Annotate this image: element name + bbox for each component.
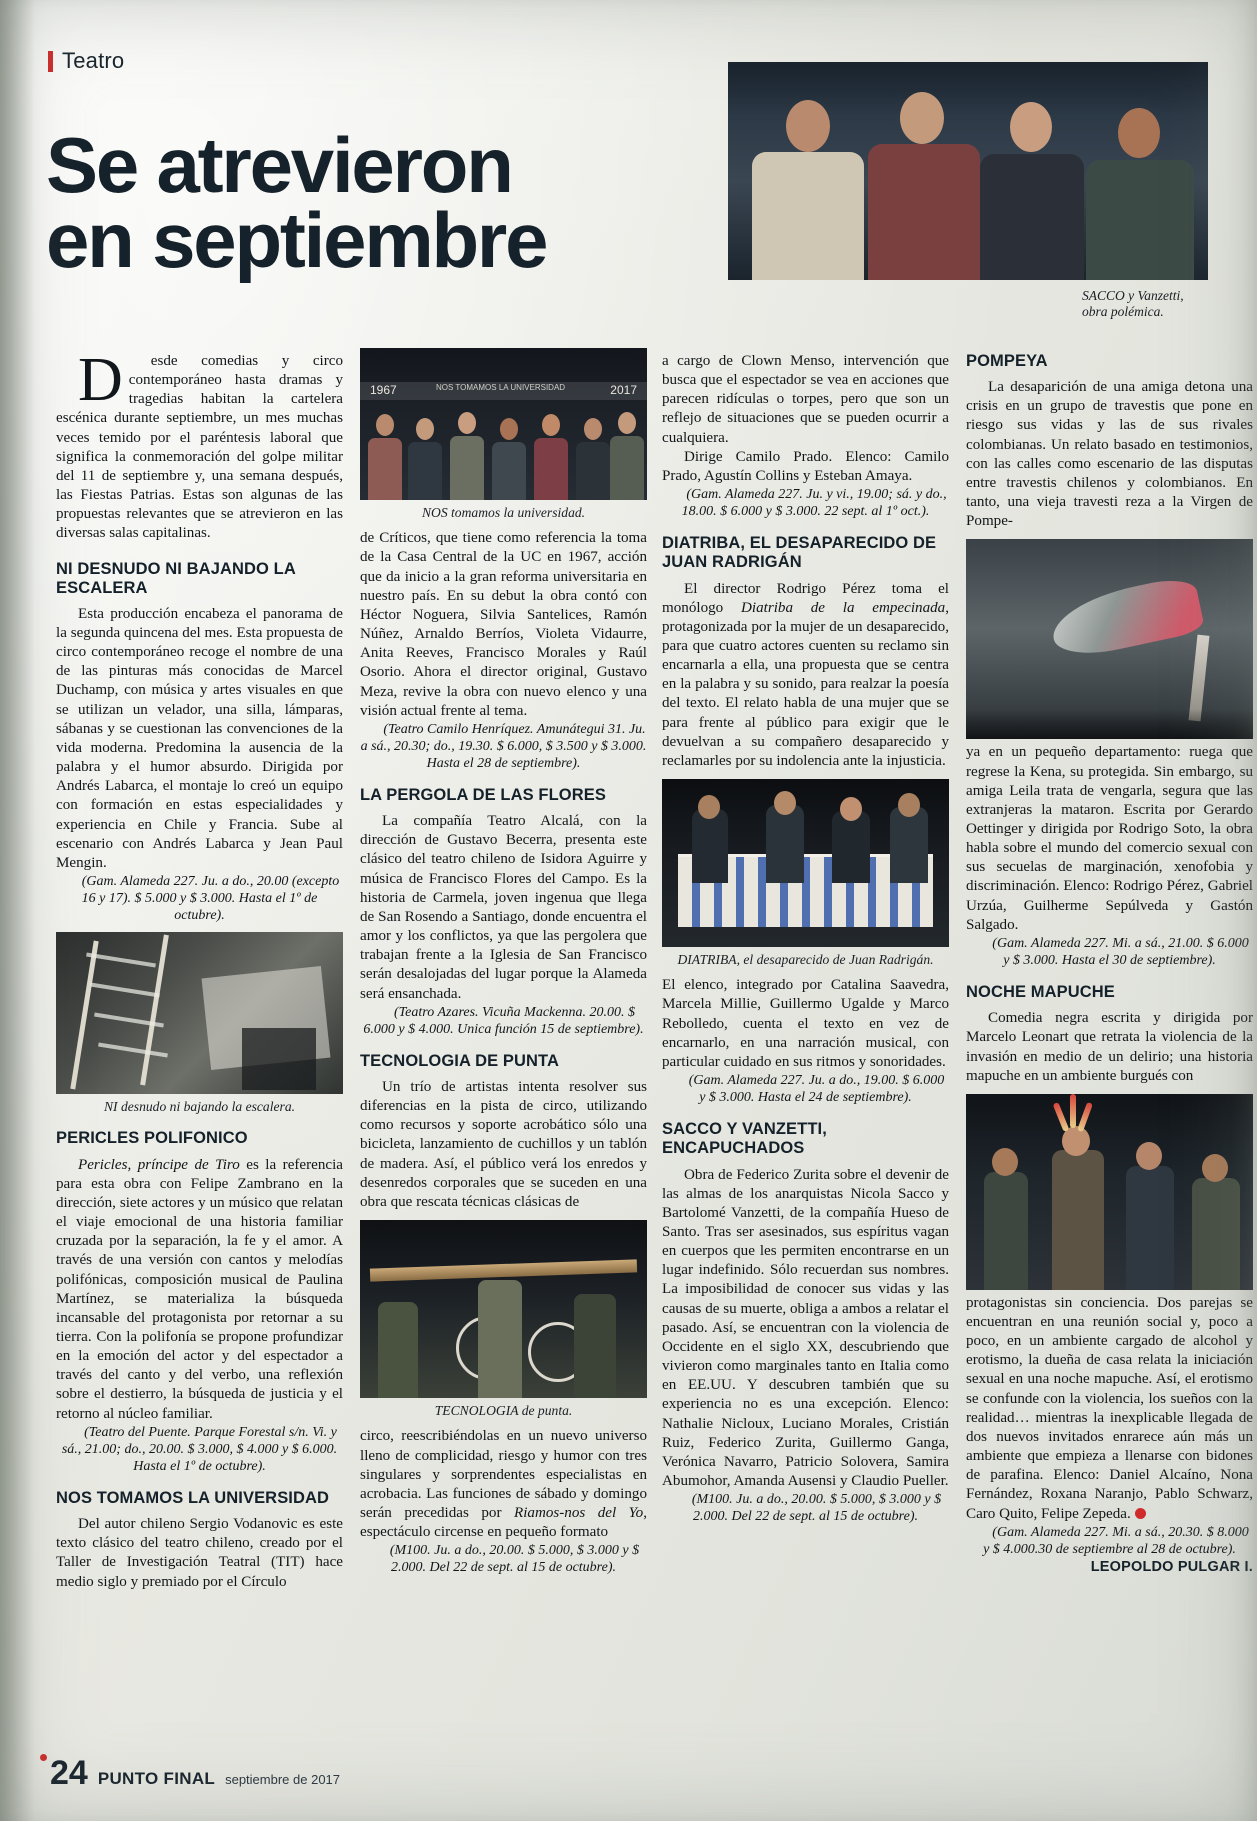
section-credits-noche-mapuche: (Gam. Alameda 227. Mi. a sá., 20.30. $ 8.000 y $ 4.000.30 de septiembre al 28 de octubre). [983,1524,1249,1557]
noche-mapuche-cont-text: protagonistas sin conciencia. Dos parejas se encuentran en una reunión social y, poco a poco, en un ambiente cargado de alcohol y erotismo, la dueña de casa relata la iniciación sexual en una noche mapuche. Así, el erotismo se confunde con la violencia, los sueños con la realidad… mientras la inexplicable llegada de dos nuevos invitados enrarece aún más un ambiente que empieza a llenarse con bidones de parafina. Elenco: Daniel Alcaíno, Nona Fernández, Roxana Naranjo, Pablo Schwarz, Caro Quito, Felipe Zepeda. [966,1294,1253,1522]
diatriba-a: El director Rodrigo Pérez toma el monólogo [662,580,949,616]
section-credits-sacco: (M100. Ju. a do., 20.00. $ 5.000, $ 3.000 y $ 2.000. Del 22 de sept. al 15 de octubre). [691,1492,942,1525]
banner-year-left: 1967 [370,383,397,397]
tecnologia-cont-a: circo, reescribiéndolas en un nuevo universo lleno de complicidad, riesgo y humor con tres singulares y sorprendentes especialistas en acrobacia. Las funciones de sábado y domingo serán precedidas por [360,1428,647,1521]
banner-text: NOS TOMAMOS LA UNIVERSIDAD [436,383,566,392]
headline-line-2: en septiembre [46,196,547,285]
photo-universidad [360,348,647,500]
photo-pompeya-shoe [966,539,1253,739]
section-heading-noche-mapuche: NOCHE MAPUCHE [966,983,1115,1002]
wooden-plank [370,1259,637,1281]
section-body-tecnologia: Un trío de artistas intenta resolver sus diferencias en la pista de circo, utilizando como recursos y soporte acrobático sólo una bicicleta, lanzamiento de cuchillos y un tablón de madera. Así, el público verá los enredos y desenredos corporales que se suceden en una obra que rescata técnicas clásicas de [360,1079,647,1210]
section-credits-diatriba: (Gam. Alameda 227. Ju. a do., 19.00. $ 6.000 y $ 3.000. Hasta el 24 de septiembre). [688,1073,945,1106]
section-body-sacco: Obra de Federico Zurita sobre el devenir de las almas de los anarquistas Nicola Sacco y Bartolomé Vanzetti, de la compañía Hueso de Santo. Tras ser asesinados, sus espíritus vagan en cuerpos que les permiten encontrarse en un lugar indefinido. Sólo recuerdan sus nombres. La imposibilidad de conocer sus vidas y las causas de su muerte, obliga a ambos a relatar el pasado. Así, se encuentran con la violencia de Occidente en el siglo XX, descubriendo que vivieron como marginales tanto en Italia como en EE.UU. Y descubren también que su experiencia no es una excepción. Elenco: Nathalie Nicloux, Luciano Morales, Cristián Ruiz, Federico Zurita, Guillermo Ganga, Verónica Navarro, Patricio Solovera, Samira Abumohor, Amanda Ausensi y Claudio Pueller. [662,1166,949,1489]
section-heading-pericles: PERICLES POLIFONICO [56,1129,248,1148]
play-title-diatriba: Diatriba de la empecinada [741,599,946,616]
section-credits-pericles: (Teatro del Puente. Parque Forestal s/n. Vi. y sá., 21.00; do., 20.00. $ 3.000, $ 4.000 y $ 6.000. Hasta el 1º de octubre). [61,1424,338,1474]
section-body-pericles [56,1156,343,1424]
section-body-nos-tomamos-cont: de Críticos, que tiene como referencia la toma de la Casa Central de la UC en 1967, acción que da inicio a la gran reforma universitaria en nuestro país. En su debut la obra contó con Héctor Noguera, Silvia Santelices, Ramón Núñez, Arnaldo Berríos, Violeta Vidaurre, Anita Reeves, Francisco Morales y Raúl Osorio. Ahora el director original, Gustavo Meza, revive la obra con nuevo elenco y una visión actual frente al tema. [360,530,647,719]
page-number: 24 [50,1754,88,1792]
photo-diatriba [662,779,949,947]
figure-diatriba [662,779,949,968]
section-body-diatriba [662,580,949,772]
section-body-clown-2: Dirige Camilo Prado. Elenco: Camilo Prado, Agustín Collins y Esteban Amaya. [662,448,949,484]
photo-figures [728,62,1208,280]
high-heel-shoe [1047,574,1206,662]
kicker-label: Teatro [62,48,125,73]
photo-tecnologia [360,1220,647,1398]
show-title-riamos: Riamos-nos del Yo [513,1504,644,1521]
figure-escalera [56,932,343,1115]
section-heading-pergola: LA PERGOLA DE LAS FLORES [360,786,606,805]
section-body-pompeya-cont: ya en un pequeño departamento: ruega que regrese la Kena, su protegida. Sin embargo, su amiga Leila trata de vengarla, segura que las extranjeras la mataron. Escrita por Gerardo Oettinger y dirigida por Rodrigo Soto, la obra habla sobre el mundo del comercio sexual con sus secuelas de marginación, xenofobia y discriminación. Elenco: Rodrigo Pérez, Gabriel Urzúa, Guilherme Sepúlveda y Gastón Salgado. [966,744,1253,933]
publication-name: PUNTO FINAL [97,1769,216,1788]
tecnologia-cont-b: , espectáculo circense en pequeño formato [360,1504,648,1541]
figure-noche-mapuche [966,1094,1253,1290]
scan-edge-shadow [0,0,34,1821]
figure-caption-diatriba: DIATRIBA, el desaparecido de Juan Radrigán. [677,952,934,968]
section-body-tecnologia-cont [360,1427,647,1542]
text-column-2 [360,352,647,1576]
section-body-clown: a cargo de Clown Menso, intervención que busca que el espectador se vea en acciones que parecen ridículas o torpes, pero que son un reflejo de situaciones que se pueden ocurrir a cualquiera. [662,353,949,446]
kicker-bar-icon [48,51,53,72]
section-body-noche-mapuche-cont [966,1294,1253,1524]
text-column-3 [662,352,949,1525]
end-marker-icon [1135,1508,1146,1519]
section-heading-ni-desnudo: NI DESNUDO NI BAJANDO LA ESCALERA [56,559,296,597]
intro-paragraph [56,346,343,544]
section-heading-nos-tomamos: NOS TOMAMOS LA UNIVERSIDAD [56,1489,330,1508]
figure-caption-escalera: NI desnudo ni bajando la escalera. [103,1099,296,1115]
section-body-pericles-rest: es la referencia para esta obra con Felipe Zambrano en la dirección, siete actores y un músico que relatan el viaje emocional de una historia familiar cruzada por la separación, la fe y el amor. A través de una versión con cantos y melodías polifónicas, composición musical de Paulina Martínez, se materializa la búsqueda incansable del protagonista por retornar a su tierra. Con la polifonía se propone profundizar en la emoción del actor y del espectador a través del canto y del verbo, una reflexión sobre el destierro, la búsqueda de justicia y el retorno al núcleo familiar. [56,1156,343,1422]
figure-universidad [360,348,647,521]
figure-pompeya [966,539,1253,739]
photo-caption-sacco: SACCO y Vanzetti, obra polémica. [1082,288,1184,320]
figure-tecnologia [360,1220,647,1419]
section-credits-pompeya: (Gam. Alameda 227. Mi. a sá., 21.00. $ 6.000 y $ 3.000. Hasta el 30 de septiembre). [992,935,1249,969]
page-footer [50,1754,340,1793]
section-kicker [48,48,124,74]
section-heading-tecnologia: TECNOLOGIA DE PUNTA [360,1051,559,1070]
intro-text: esde comedias y circo contemporáneo hasta dramas y tragedias habitan la cartelera escénica durante septiembre, un mes muchas veces temido por el paréntesis laboral que significa la conmemoración del golpe militar del 11 de septiembre y, una semana después, las Fiestas Patrias. Estas son algunas de las propuestas relevantes que se atrevieron en las diversas salas capitalinas. [56,353,343,542]
byline: LEOPOLDO PULGAR I. [1090,1558,1253,1575]
text-column-4 [966,352,1253,1576]
page-title [46,121,706,285]
footer-bullet-icon [40,1754,47,1761]
section-heading-diatriba: DIATRIBA, EL DESAPARECIDO DE JUAN RADRIGÁN [662,534,937,572]
headline-line-1: Se atrevieron [46,121,512,210]
section-credits-tecnologia: (M100. Ju. a do., 20.00. $ 5.000, $ 3.000 y $ 2.000. Del 22 de sept. al 15 de octubre). [389,1543,640,1576]
banner-year-right: 2017 [610,383,637,397]
section-heading-pompeya: POMPEYA [966,352,1048,370]
text-column-1 [56,346,343,1592]
section-credits-pergola: (Teatro Azares. Vicuña Mackenna. 20.00. $ 6.000 y $ 4.000. Unica función 15 de septiembre). [363,1004,644,1037]
section-body-pergola: La compañía Teatro Alcalá, con la dirección de Gustavo Becerra, presenta este clásico del teatro chileno de Isidora Aguirre y música de Francisco Flores del Campo. Es la historia de Carmela, joven ingenua que llega de San Rosendo a Santiago, donde encuentra el amor y los conflictos, ya que las pergolera que trabajan frente a la Iglesia de San Francisco serán desalojadas del lugar porque la Alameda será ensanchada. [360,813,647,1002]
play-title-pericles: Pericles, príncipe de Tiro [78,1156,240,1173]
photo-escalera [56,932,343,1094]
section-heading-sacco: SACCO Y VANZETTI, ENCAPUCHADOS [662,1120,827,1158]
figure-caption-universidad: NOS tomamos la universidad. [421,505,586,520]
photo-sacco-vanzetti [728,62,1208,280]
section-body-pompeya: La desaparición de una amiga detona una crisis en un grupo de travestis que pone en riesgo sus vidas y las de sus rivales colombianas. Un relato basado en testimonios, con las calles como escenario de las disputas entre travestis chilenos y colombianos. En tanto, una vieja travesti reza a la Virgen de Pompe- [966,379,1253,530]
diatriba-b: , protagonizada por la mujer de un desaparecido, para que cuatro actores cuenten su reclamo sin encarnarla a ella, una propuesta que se centra en la palabra y su sonido, para realzar la poesía del texto. El relato habla de una mujer que se para frente al público para exigir que le devuelvan a su compañero desaparecido y reclamarles por su indolencia ante la injusticia. [662,599,949,769]
section-body-noche-mapuche: Comedia negra escrita y dirigida por Marcelo Leonart que retrata la violencia de la invasión en medio de un delirio; una historia mapuche en un ambiente burgués con [966,1010,1253,1084]
section-credits-nos-tomamos: (Teatro Camilo Henríquez. Amunátegui 31. Ju. a sá., 20.30; do., 19.30. $ 6.000, $ 3.500 y $ 3.000. Hasta el 28 de septiembre). [360,721,647,771]
photo-noche-mapuche [966,1094,1253,1290]
section-credits-ni-desnudo: (Gam. Alameda 227. Ju. a do., 20.00 (excepto 16 y 17). $ 5.000 y $ 3.000. Hasta el 1º de octubre). [81,874,340,924]
section-body-diatriba-cont: El elenco, integrado por Catalina Saavedra, Marcela Millie, Guillermo Ugalde y Marco Rebolledo, cuenta el texto en vez de encarnarlo, en una narración musical, con particular cuidado en sus ritmos y sonoridades. [662,977,949,1070]
drop-cap: D [78,346,123,414]
figure-caption-tecnologia: TECNOLOGIA de punta. [434,1403,573,1419]
section-credits-clown: (Gam. Alameda 227. Ju. y vi., 19.00; sá. y do., 18.00. $ 6.000 y $ 3.000. 22 sept. al 1º oct.). [681,487,947,520]
section-body-nos-tomamos: Del autor chileno Sergio Vodanovic es este texto clásico del teatro chileno, creado por el Taller de Investigación Teatral (TIT) hace medio siglo y premiado por el Círculo [56,1516,343,1590]
publication-date: septiembre de 2017 [225,1772,341,1787]
section-body-ni-desnudo: Esta producción encabeza el panorama de la segunda quincena del mes. Esta propuesta de circo contemporáneo recoge el nombre de una de las pinturas más conocidas de Marcel Duchamp, con música y artes visuales en que se utilizan un velador, una silla, lámparas, sábanas y se cuestionan las convenciones de la vida moderna. Predomina la ausencia de la palabra y el humor absurdo. Dirigida por Andrés Labarca, el montaje lo creó un equipo con formación en estas especialidades y experiencia en Chile y Francia. Sube al escenario con Andrés Labarca y Jean Paul Mengin. [56,605,343,871]
